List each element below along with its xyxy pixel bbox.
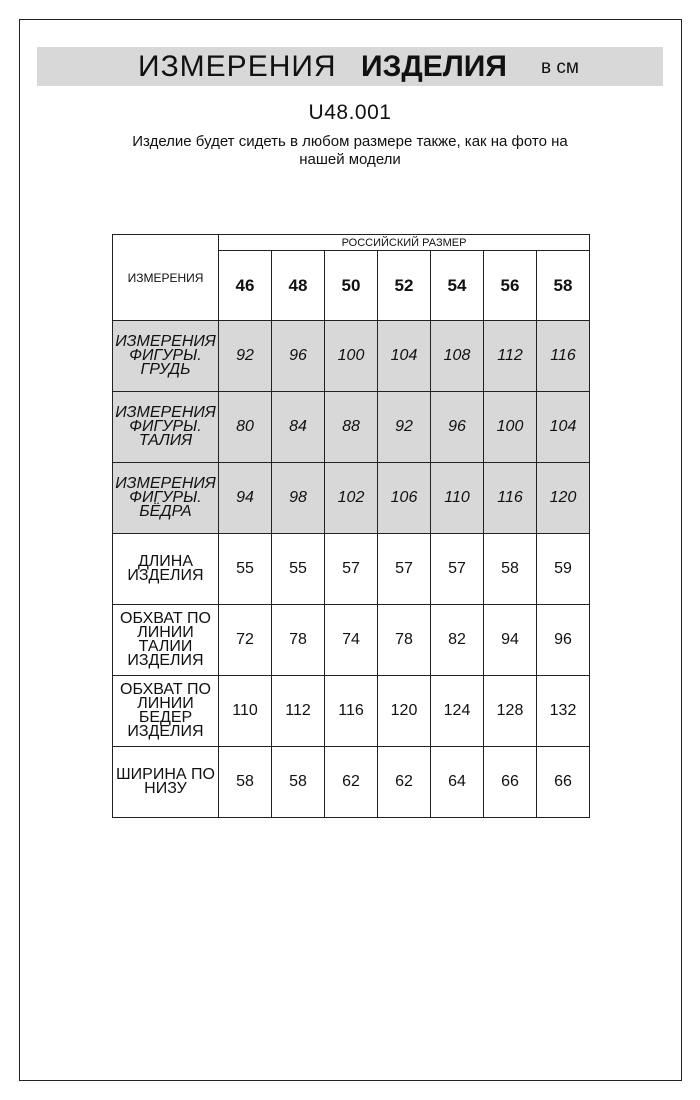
- title-bar: [37, 47, 663, 86]
- table-cell: 74: [325, 605, 378, 676]
- table-cell: 96: [272, 321, 325, 392]
- fit-note: Изделие будет сидеть в любом размере также, как на фото на нашей модели: [132, 133, 568, 168]
- table-cell: 110: [219, 676, 272, 747]
- table-cell: 55: [272, 534, 325, 605]
- table-row: [113, 534, 590, 605]
- table-cell: 124: [431, 676, 484, 747]
- table-cell: 104: [378, 321, 431, 392]
- table-cell: 112: [272, 676, 325, 747]
- table-cell: 100: [325, 321, 378, 392]
- product-code: U48.001: [308, 101, 392, 124]
- table-cell: 102: [325, 463, 378, 534]
- size-group-label: РОССИЙСКИЙ РАЗМЕР: [219, 235, 590, 251]
- table-cell: 104: [537, 392, 590, 463]
- table-cell: 116: [325, 676, 378, 747]
- table-row: [113, 676, 590, 747]
- row-label: ДЛИНА ИЗДЕЛИЯ: [113, 534, 219, 605]
- table-cell: 57: [378, 534, 431, 605]
- row-label: ОБХВАТ ПО ЛИНИИ ТАЛИИ ИЗДЕЛИЯ: [113, 605, 219, 676]
- table-cell: 78: [272, 605, 325, 676]
- size-header-cell: 56: [484, 251, 537, 321]
- table-cell: 58: [484, 534, 537, 605]
- table-cell: 132: [537, 676, 590, 747]
- table-row: [113, 321, 590, 392]
- table-cell: 116: [484, 463, 537, 534]
- table-cell: 84: [272, 392, 325, 463]
- table-cell: 116: [537, 321, 590, 392]
- table-cell: 58: [219, 747, 272, 818]
- corner-label: ИЗМЕРЕНИЯ: [113, 235, 219, 321]
- row-label: ИЗМЕРЕНИЯ ФИГУРЫ. ТАЛИЯ: [113, 392, 219, 463]
- table-cell: 57: [431, 534, 484, 605]
- table-cell: 66: [537, 747, 590, 818]
- size-header-cell: 50: [325, 251, 378, 321]
- table-cell: 58: [272, 747, 325, 818]
- row-label: ИЗМЕРЕНИЯ ФИГУРЫ. БЁДРА: [113, 463, 219, 534]
- table-cell: 82: [431, 605, 484, 676]
- table-cell: 106: [378, 463, 431, 534]
- table-cell: 94: [484, 605, 537, 676]
- table-row: [113, 605, 590, 676]
- title-measurements: ИЗМЕРЕНИЯ: [138, 49, 337, 83]
- table-cell: 62: [378, 747, 431, 818]
- size-header-cell: 48: [272, 251, 325, 321]
- size-header-cell: 52: [378, 251, 431, 321]
- table-cell: 108: [431, 321, 484, 392]
- row-label: ШИРИНА ПО НИЗУ: [113, 747, 219, 818]
- row-label: ОБХВАТ ПО ЛИНИИ БЕДЕР ИЗДЕЛИЯ: [113, 676, 219, 747]
- table-cell: 98: [272, 463, 325, 534]
- table-cell: 78: [378, 605, 431, 676]
- table-cell: 62: [325, 747, 378, 818]
- table-row: [113, 463, 590, 534]
- size-header-cell: 46: [219, 251, 272, 321]
- size-table: [112, 234, 590, 818]
- table-cell: 55: [219, 534, 272, 605]
- title-units: в см: [541, 57, 579, 78]
- table-cell: 128: [484, 676, 537, 747]
- table-cell: 57: [325, 534, 378, 605]
- size-header-cell: 58: [537, 251, 590, 321]
- table-cell: 120: [378, 676, 431, 747]
- table-row: [113, 392, 590, 463]
- table-cell: 120: [537, 463, 590, 534]
- table-row: [113, 747, 590, 818]
- table-cell: 92: [378, 392, 431, 463]
- table-cell: 92: [219, 321, 272, 392]
- table-cell: 96: [537, 605, 590, 676]
- table-cell: 100: [484, 392, 537, 463]
- size-header-cell: 54: [431, 251, 484, 321]
- table-cell: 80: [219, 392, 272, 463]
- table-cell: 72: [219, 605, 272, 676]
- table-cell: 110: [431, 463, 484, 534]
- table-cell: 66: [484, 747, 537, 818]
- title-garment: ИЗДЕЛИЯ: [361, 49, 507, 83]
- table-cell: 88: [325, 392, 378, 463]
- table-cell: 112: [484, 321, 537, 392]
- row-label: ИЗМЕРЕНИЯ ФИГУРЫ. ГРУДЬ: [113, 321, 219, 392]
- table-cell: 59: [537, 534, 590, 605]
- table-cell: 96: [431, 392, 484, 463]
- table-cell: 94: [219, 463, 272, 534]
- table-cell: 64: [431, 747, 484, 818]
